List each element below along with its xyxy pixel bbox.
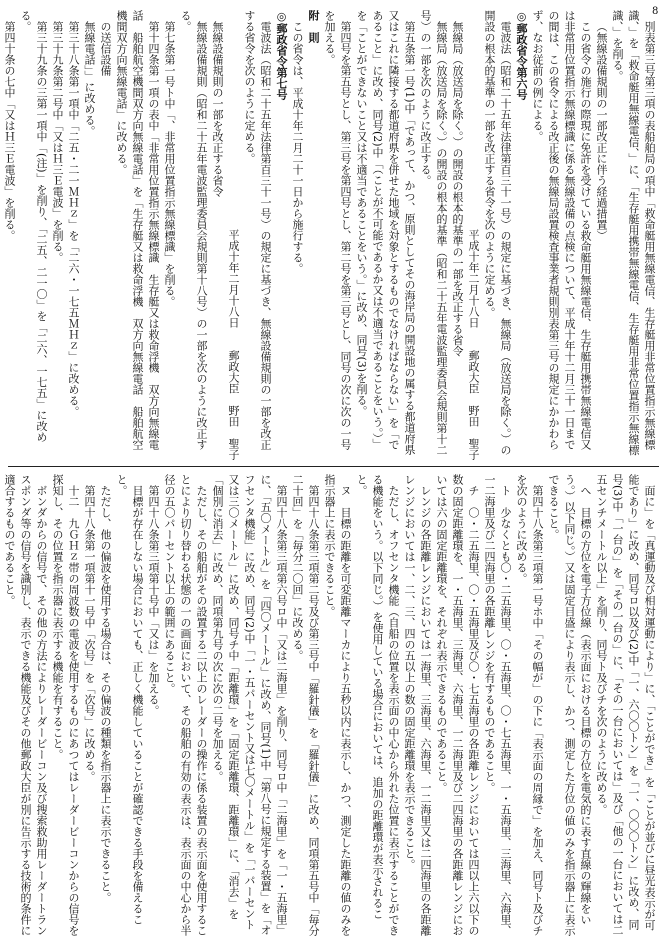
bottom-tier-paragraph: チ 〇・二五海里、〇・五海里及び〇・七五海里の各距離レンジにおいては四以上六以下の数の固定距離環を、一・五海里、三海里、六海里、一二海里及び二四海里の各距離レンジにおいては六の固定距離環を、それぞれ表示できるものであること。: [435, 474, 480, 936]
bottom-tier-text: [3, 474, 657, 936]
top-tier-paragraph: の送信設備: [99, 21, 112, 76]
bottom-tier-paragraph: [0, 474, 1, 936]
top-tier-paragraph: 平成十年二月十八日 郵政大臣 野田 聖子: [467, 229, 480, 460]
top-tier-paragraph: この省令の施行の際現に免許を受けている救命艇用無線電信、生存艇用携帯無線電信又は非常用位置指示無線標識に係る無線設備の点検について、平成十年十二月三十一日までの間は、この省令による改正後の無線局設置検査事業者規則別表第三号の規定にかかわらず、なお従前の例による。: [531, 10, 592, 450]
top-tier-text: [3, 10, 657, 460]
bottom-tier-paragraph: 第四十八条第三項第十号中「又は」を加える。: [147, 485, 160, 716]
bottom-tier-paragraph: 第四十八条第三項第六号ロ中「又は二海里」を削り、同号ロ中「二海里」を「一・五海里」に、「五〇メートル」を「四〇メートル」に改め、同号(1)中「第八号に規定する装置」を「オフセンタ機能」に改め、同号(2)中「一・五パーセント又は七〇メートル」を「一パーセント又は三〇メートル」に改め、同号チ中「距離環」を「固定距離環、距離環」に、「消去」を「個別に消去」に改め、同項第九号の次に次の二号を加える。: [211, 474, 288, 936]
bottom-tier-paragraph: ボンダからの信号で、その他の方法によりレーダービーコン及び搜索救助用レーダートランスポンダ等の信号を識別し、表示できる機能及びその他郵政大臣が別に告示する技術的条件に適合するものであること。: [3, 474, 48, 936]
bottom-tier-paragraph: レンジの各距離レンジにおいては一海里、三海里、六海里、一二海里又は二四海里の各距離レンジにおいては一、二、三、四の五以上の数の固定距離環を表示できること。: [403, 474, 432, 936]
top-tier-paragraph: ◎郵政省令第七号: [275, 10, 288, 100]
bottom-tier-paragraph: へ 目標の方位を電子方位線（表示面における目標の方位を電気的に表す直線の輝線をいう。）以下同じ。）又は固定目盛により表示し、かつ、測定した方位の値のみを指示器上に表示できること。: [547, 474, 592, 936]
top-tier-paragraph: 第四十条の七中「又はＨ三Ｅ電波」を削る。: [3, 21, 16, 241]
top-tier-paragraph: 無線設備規則の一部を改正する省令: [211, 21, 224, 197]
top-tier: [3, 10, 657, 460]
top-tier-paragraph: 無線局（放送局を除く。）の開設の根本的基準の一部を改正する省令: [451, 21, 464, 357]
bottom-tier-paragraph: ただし、その船舶がその設置する二以上のレーダーの操作に係る装置の表示面を使用することにより切り替わる状態の一の画面において、その船舶の有効の表示は、表示面の中心から半径の五〇パーセント以上の範囲にあること。: [163, 474, 208, 936]
top-tier-paragraph: 第三十九条の三第一項中「(注)」を削り、「二五、二一〇」を「二六、一七五」に改める。: [19, 10, 48, 443]
bottom-tier-paragraph: ただし、オフセンタ機能（自船の位置を表示面の中心から外れた位置に表示することができる機能をいう。以下同じ。）を使用している場合においては、追加の距離環が表示されること。: [355, 474, 400, 936]
top-tier-paragraph: 第四号を第五号とし、第三号を第四号とし、第二号を第三号とし、同号の次に次の一号を加える。: [323, 10, 352, 450]
top-tier-paragraph: 別表第三号第三項の表船舶局の項中「救命艇用無線電信、生存艇用非常位置指示無線標識、」を「救命艇用無線電信、」に、「生存艇用携帯無線電信、生存艇用非常位置指示無線標識、」を削る。: [611, 10, 656, 456]
top-tier-paragraph: 電波法（昭和二十五年法律第百三十一号）の規定に基づき、無線局（放送局を除く。）の開設の根本的基準の一部を改正する省令を次のように定める。: [483, 10, 512, 456]
top-tier-paragraph: 無線設備規則（昭和二十五年電波監理委員会規則第十八号）の一部を次のように改正する。: [179, 10, 208, 450]
top-tier-paragraph: 第三十九条第二号中「又はＨ三Ｅ電波」を削る。: [51, 21, 64, 263]
top-tier-paragraph: （無線設備規則の一部改正に伴う経過措置）: [595, 21, 608, 241]
top-tier-paragraph: 無線電話」」に改める。: [83, 21, 96, 137]
bottom-tier-paragraph: 第四十八条第三項第一号ホ中「その幅が」の下に「表示面の周縁で」を加え、同号ト及びチを次のように改める。: [515, 474, 544, 936]
bottom-tier-paragraph: 十二 九ＧＨｚ帯の周波数の電波を使用するものにあつてはレーダービーコンからの信号を探知し、その位置を指示器に表示する機能を有すること。: [51, 474, 80, 936]
bottom-tier-paragraph: 第四十八条第一項第十一号中「次号」を「次号」に改める。: [83, 485, 96, 782]
bottom-tier-paragraph: ト 少なくとも〇・二五海里、〇・五海里、〇・七五海里、一・五海里、三海里、六海里、一二海里及び二四海里の各距離レンジを有するものであること。: [483, 474, 512, 936]
top-tier-paragraph: 第七条第一号ト中「、非常用位置指示無線標識」を削る。: [163, 21, 176, 307]
top-tier-paragraph: 附 則: [307, 10, 320, 43]
bottom-tier-paragraph: ただし、他の偏波を使用する場合は、その偏波の種類を指示器上に表示できること。: [99, 485, 112, 903]
top-tier-paragraph: 第五条第一号(1)中「であって、かつ、原則としてその海岸局の開設地の属する都道府県又はこれに隣接する都道府県を併せた地域を対象とするものでなければならない」を「であること」に改め、同号(2)中「（ことが不可能であるか又は不適当であることをいう。）」を「ことができないこと又は不適当であることをいう。」に改め、同号(3)を削る。: [355, 10, 416, 455]
top-tier-paragraph: 電波法（昭和二十五年法律第百三十一号）の規定に基づき、無線設備規則の一部を改正する省令を次のように定める。: [243, 10, 272, 450]
page-number: 8: [652, 6, 659, 17]
bottom-tier-paragraph: ヌ 目標の距離を可変距離マーカにより五秒以内に表示し、かつ、測定した距離の値のみを指示器上に表示できること。: [323, 474, 352, 936]
bottom-tier-paragraph: 面に」を「真運動及び相対運動により」に、「ことができ」を「ことが並びに昼光表示が可能であり」に改め、同号ロ以及び(2)中「一、六〇〇トン」を「一、〇〇〇トン」に改め、同号(3)中「一台の」を「その一台の」に、「その一台においては」及び「他の一台においては二五センチメートル以上」を削り、同号ト及びチを次のように改める。: [595, 474, 656, 936]
top-tier-paragraph: ◎郵政省令第六号: [515, 10, 528, 100]
top-tier-paragraph: この省令は、平成十年二月二十一日から施行する。: [291, 21, 304, 274]
bottom-tier-paragraph: 目標が存在しない場合においても、正しく機能していることが確認できる手段を備えること。: [115, 474, 144, 925]
tier-divider: [8, 466, 659, 467]
bottom-tier-paragraph: 第四十八条第三項第二号及び第三号中「羅針儀」を「羅針儀」に改め、同項第五号中「毎分二十回」を「毎分二〇回」に改める。: [291, 474, 320, 936]
bottom-tier: [3, 474, 657, 936]
top-tier-paragraph: 第十四条第一項の表中「非常用位置指示無線標識 生存艇又は救命浮機 双方向無線電話 船舶航空機間双方向無線電話」を「生存艇又は救命浮機 双方向無線電話 船舶航空機間双方向無線電話」に改める。: [115, 10, 160, 450]
top-tier-paragraph: 無線局（放送局を除く。）の開設の根本的基準（昭和二十五年電波監理委員会規則第十二号）の一部を次のように改正する。: [419, 10, 448, 456]
top-tier-paragraph: 平成十年二月十八日 郵政大臣 野田 聖子: [227, 229, 240, 460]
top-tier-paragraph: 第三十八条第一項中「二五・二一ＭＨｚ」を「二六・一七五ＭＨｚ」に改める。: [67, 21, 80, 417]
